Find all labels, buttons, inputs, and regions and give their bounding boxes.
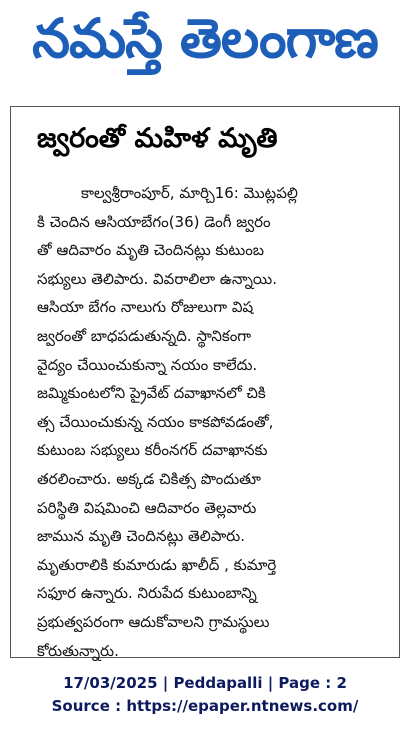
article-line: ప్రభుత్వపరంగా ఆదుకోవాలని గ్రామస్థులు — [37, 612, 270, 631]
article-line: త్స చేయించుకున్న నయం కాకపోవడంతో, — [37, 412, 274, 431]
article-line: వైద్యం చేయించుకున్నా నయం కాలేదు. — [37, 355, 258, 374]
article-headline: జ్వరంతో మహిళ మృతి — [37, 123, 278, 154]
article-line: జమ్మికుంటలోని ప్రైవేట్ దవాఖానలో చికి — [37, 384, 266, 403]
article-body — [37, 179, 383, 665]
source-link[interactable]: Source : https://epaper.ntnews.com/ — [51, 697, 359, 715]
article-line: సఫూర ఉన్నారు. నిరుపేద కుటుంబాన్ని — [37, 584, 257, 603]
masthead — [0, 0, 410, 78]
article-line: జ్వరంతో బాధపడుతున్నది. స్థానికంగా — [37, 326, 252, 345]
article-clipping — [10, 106, 400, 658]
article-line: తరలించారు. అక్కడ చికిత్స పొందుతూ — [37, 469, 261, 488]
article-line: జామున మృతి చెందినట్లు తెలిపారు. — [37, 527, 246, 546]
article-line: పరిస్థితి విషమించి ఆదివారం తెల్లవారు — [37, 498, 257, 517]
article-line: ఆసియా బేగం నాలుగు రోజులుగా విష — [37, 298, 254, 317]
article-line: కాల్వశ్రీరాంపూర్, మార్చి16: మొట్లపల్లి — [81, 184, 298, 202]
article-line: కోరుతున్నారు. — [37, 641, 119, 660]
article-line: తో ఆదివారం మృతి చెందినట్లు కుటుంబ — [37, 241, 265, 260]
article-line: సభ్యులు తెలిపారు. వివరాలిలా ఉన్నాయి. — [37, 269, 277, 288]
newspaper-logo: నమస్తే తెలంగాణ — [32, 7, 378, 70]
article-line: కుటుంబ సభ్యులు కరీంనగర్ దవాఖానకు — [37, 441, 268, 460]
publication-info: 17/03/2025 | Peddapalli | Page : 2 — [63, 674, 347, 692]
article-line: కి చెందిన ఆసియాబేగం(36) డెంగీ జ్వరం — [37, 212, 271, 231]
article-line: మృతురాలికి కుమారుడు ఖాలీద్ , కుమార్తె — [37, 555, 277, 574]
